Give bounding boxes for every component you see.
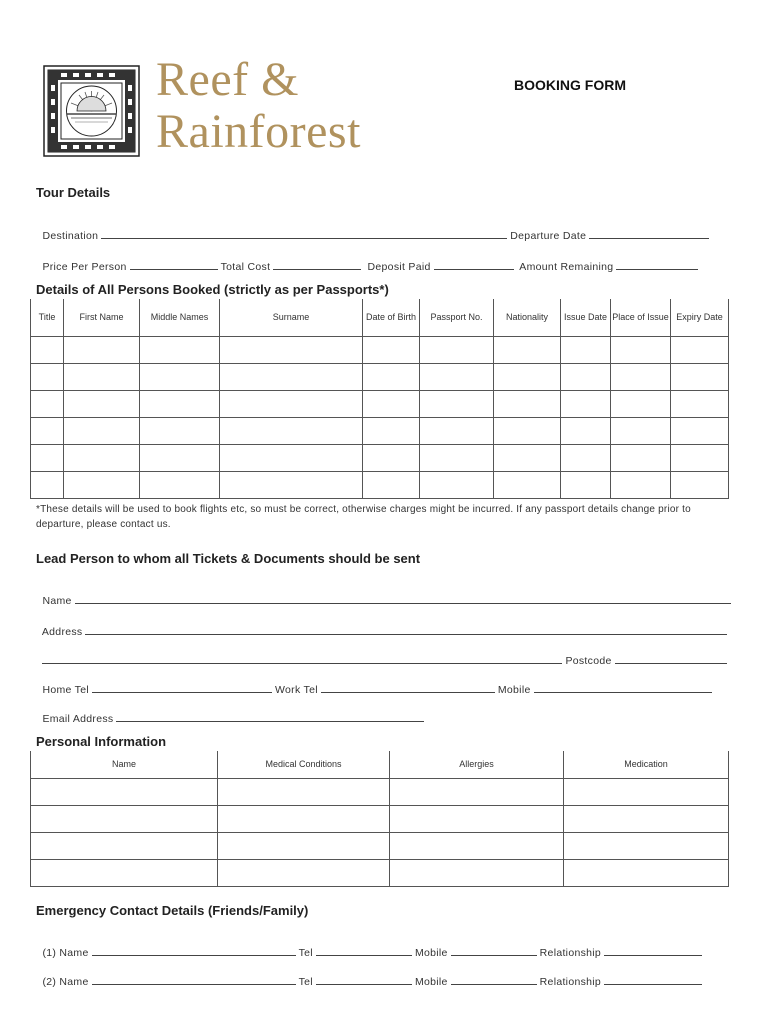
lead-name-row <box>36 580 734 607</box>
persons-cell-issue-date[interactable] <box>561 336 611 363</box>
personal-info-header-name: Name <box>31 751 218 778</box>
persons-header-surname: Surname <box>220 299 363 336</box>
persons-cell-surname[interactable] <box>220 390 363 417</box>
persons-row <box>31 363 729 390</box>
emergency-2-relationship-label: Relationship <box>539 976 602 988</box>
personal-info-header-medication: Medication <box>564 751 729 778</box>
mobile-field[interactable] <box>534 681 712 693</box>
persons-header-issue-date: Issue Date <box>561 299 611 336</box>
emergency-1-mobile-field[interactable] <box>451 944 537 956</box>
personal-info-table <box>30 751 729 887</box>
persons-cell-nationality[interactable] <box>494 444 561 471</box>
emergency-2-name-field[interactable] <box>92 973 296 985</box>
persons-cell-date-of-birth[interactable] <box>363 417 420 444</box>
emergency-1-index: (1) <box>42 947 57 959</box>
personal-info-cell-name[interactable] <box>31 859 218 886</box>
persons-cell-first-name[interactable] <box>64 363 140 390</box>
mobile-label: Mobile <box>497 684 531 696</box>
persons-header-title: Title <box>31 299 64 336</box>
persons-cell-date-of-birth[interactable] <box>363 363 420 390</box>
persons-cell-date-of-birth[interactable] <box>363 471 420 498</box>
emergency-contact-2 <box>36 961 705 988</box>
persons-row <box>31 336 729 363</box>
emergency-contact-1 <box>36 932 705 959</box>
emergency-2-name-label: Name <box>59 976 89 988</box>
persons-cell-passport-no[interactable] <box>420 336 494 363</box>
emergency-1-tel-label: Tel <box>298 947 313 959</box>
lead-address-field[interactable] <box>85 623 727 635</box>
lead-email-row <box>36 698 427 725</box>
personal-info-cell-medical-conditions[interactable] <box>218 805 390 832</box>
persons-cell-passport-no[interactable] <box>420 390 494 417</box>
persons-cell-date-of-birth[interactable] <box>363 390 420 417</box>
persons-cell-issue-date[interactable] <box>561 363 611 390</box>
lead-address-row <box>36 611 730 638</box>
price-per-person-field[interactable] <box>130 258 218 270</box>
persons-cell-place-of-issue[interactable] <box>611 363 671 390</box>
persons-header-passport-no: Passport No. <box>420 299 494 336</box>
persons-cell-surname[interactable] <box>220 417 363 444</box>
persons-cell-issue-date[interactable] <box>561 444 611 471</box>
personal-info-cell-medication[interactable] <box>564 805 729 832</box>
brand-line-1: Reef & <box>156 53 299 106</box>
persons-heading: Details of All Persons Booked (strictly as per Passports*) <box>36 282 389 297</box>
persons-cell-expiry-date[interactable] <box>671 363 729 390</box>
personal-info-cell-name[interactable] <box>31 805 218 832</box>
deposit-paid-field[interactable] <box>434 258 514 270</box>
tour-details-heading: Tour Details <box>36 185 111 200</box>
persons-header-middle-names: Middle Names <box>140 299 220 336</box>
persons-cell-nationality[interactable] <box>494 417 561 444</box>
personal-info-row <box>31 832 729 859</box>
persons-cell-passport-no[interactable] <box>420 363 494 390</box>
personal-info-cell-medical-conditions[interactable] <box>218 832 390 859</box>
persons-header-first-name: First Name <box>64 299 140 336</box>
personal-info-cell-name[interactable] <box>31 778 218 805</box>
persons-cell-place-of-issue[interactable] <box>611 390 671 417</box>
persons-cell-nationality[interactable] <box>494 336 561 363</box>
personal-info-header-medical-conditions: Medical Conditions <box>218 751 390 778</box>
persons-cell-middle-names[interactable] <box>140 417 220 444</box>
emergency-1-relationship-field[interactable] <box>604 944 702 956</box>
emergency-heading: Emergency Contact Details (Friends/Family) <box>36 903 309 918</box>
departure-date-field[interactable] <box>589 227 709 239</box>
persons-cell-place-of-issue[interactable] <box>611 336 671 363</box>
persons-cell-place-of-issue[interactable] <box>611 471 671 498</box>
work-tel-label: Work Tel <box>275 684 318 696</box>
work-tel-field[interactable] <box>321 681 495 693</box>
destination-field[interactable] <box>101 227 507 239</box>
persons-cell-title[interactable] <box>31 336 64 363</box>
persons-cell-passport-no[interactable] <box>420 417 494 444</box>
personal-info-row <box>31 859 729 886</box>
personal-info-cell-allergies[interactable] <box>390 805 564 832</box>
personal-info-cell-allergies[interactable] <box>390 832 564 859</box>
persons-table <box>30 299 729 499</box>
persons-cell-title[interactable] <box>31 444 64 471</box>
emergency-2-relationship-field[interactable] <box>604 973 702 985</box>
persons-cell-nationality[interactable] <box>494 390 561 417</box>
persons-header-expiry-date: Expiry Date <box>671 299 729 336</box>
emergency-2-tel-field[interactable] <box>316 973 412 985</box>
personal-info-header-allergies: Allergies <box>390 751 564 778</box>
persons-cell-first-name[interactable] <box>64 444 140 471</box>
persons-row <box>31 390 729 417</box>
emergency-1-tel-field[interactable] <box>316 944 412 956</box>
personal-info-cell-medical-conditions[interactable] <box>218 778 390 805</box>
email-field[interactable] <box>116 710 424 722</box>
email-label: Email Address <box>42 713 114 725</box>
persons-cell-middle-names[interactable] <box>140 336 220 363</box>
passport-note: *These details will be used to book flights etc, so must be correct, otherwise charges might be incurred. If any passport details change prior to departure, please contact us. <box>36 504 691 530</box>
lead-address-row-2 <box>36 640 730 667</box>
brand-line-2: Rainforest <box>156 105 361 158</box>
amount-remaining-label: Amount Remaining <box>519 261 614 273</box>
emergency-2-tel-label: Tel <box>298 976 313 988</box>
persons-cell-title[interactable] <box>31 390 64 417</box>
persons-cell-nationality[interactable] <box>494 363 561 390</box>
postcode-label: Postcode <box>565 655 612 667</box>
destination-row <box>36 215 712 242</box>
persons-cell-expiry-date[interactable] <box>671 444 729 471</box>
persons-cell-middle-names[interactable] <box>140 471 220 498</box>
postcode-field[interactable] <box>615 652 727 664</box>
personal-info-cell-allergies[interactable] <box>390 859 564 886</box>
lead-name-label: Name <box>42 595 72 607</box>
home-tel-field[interactable] <box>92 681 272 693</box>
persons-header-place-of-issue: Place of Issue <box>611 299 671 336</box>
persons-cell-expiry-date[interactable] <box>671 336 729 363</box>
emergency-2-mobile-field[interactable] <box>451 973 537 985</box>
form-title: BOOKING FORM <box>514 77 626 93</box>
persons-cell-expiry-date[interactable] <box>671 390 729 417</box>
persons-cell-surname[interactable] <box>220 336 363 363</box>
persons-cell-expiry-date[interactable] <box>671 417 729 444</box>
price-per-person-label: Price Per Person <box>42 261 127 273</box>
persons-cell-first-name[interactable] <box>64 390 140 417</box>
personal-info-cell-medication[interactable] <box>564 778 729 805</box>
persons-cell-first-name[interactable] <box>64 336 140 363</box>
persons-cell-passport-no[interactable] <box>420 444 494 471</box>
persons-cell-middle-names[interactable] <box>140 444 220 471</box>
persons-row <box>31 471 729 498</box>
persons-cell-surname[interactable] <box>220 444 363 471</box>
total-cost-field[interactable] <box>273 258 361 270</box>
personal-info-heading: Personal Information <box>36 734 167 749</box>
persons-cell-expiry-date[interactable] <box>671 471 729 498</box>
lead-address-line-2-field[interactable] <box>42 652 562 664</box>
persons-cell-first-name[interactable] <box>64 471 140 498</box>
lead-address-label: Address <box>41 626 83 638</box>
lead-name-field[interactable] <box>75 592 731 604</box>
emergency-1-relationship-label: Relationship <box>539 947 602 959</box>
lead-person-heading: Lead Person to whom all Tickets & Documents should be sent <box>36 551 421 566</box>
personal-info-cell-medication[interactable] <box>564 832 729 859</box>
personal-info-cell-name[interactable] <box>31 832 218 859</box>
persons-cell-issue-date[interactable] <box>561 390 611 417</box>
emergency-1-name-label: Name <box>59 947 89 959</box>
deposit-paid-label: Deposit Paid <box>367 261 431 273</box>
personal-info-cell-medication[interactable] <box>564 859 729 886</box>
persons-cell-place-of-issue[interactable] <box>611 444 671 471</box>
persons-cell-issue-date[interactable] <box>561 471 611 498</box>
persons-row <box>31 417 729 444</box>
cost-row <box>36 246 701 273</box>
persons-cell-middle-names[interactable] <box>140 363 220 390</box>
logo-emblem <box>43 65 140 157</box>
emergency-2-mobile-label: Mobile <box>414 976 448 988</box>
destination-label: Destination <box>42 230 99 242</box>
lead-phones-row <box>36 669 715 696</box>
persons-cell-place-of-issue[interactable] <box>611 417 671 444</box>
persons-header-nationality: Nationality <box>494 299 561 336</box>
persons-cell-first-name[interactable] <box>64 417 140 444</box>
persons-cell-title[interactable] <box>31 363 64 390</box>
persons-cell-middle-names[interactable] <box>140 390 220 417</box>
persons-cell-passport-no[interactable] <box>420 471 494 498</box>
persons-cell-date-of-birth[interactable] <box>363 444 420 471</box>
brand-logotype <box>156 54 361 158</box>
personal-info-row <box>31 778 729 805</box>
emergency-2-index: (2) <box>42 976 57 988</box>
personal-info-cell-allergies[interactable] <box>390 778 564 805</box>
amount-remaining-field[interactable] <box>616 258 698 270</box>
persons-cell-surname[interactable] <box>220 471 363 498</box>
persons-cell-issue-date[interactable] <box>561 417 611 444</box>
total-cost-label: Total Cost <box>220 261 271 273</box>
departure-date-label: Departure Date <box>510 230 587 242</box>
personal-info-cell-medical-conditions[interactable] <box>218 859 390 886</box>
persons-cell-nationality[interactable] <box>494 471 561 498</box>
persons-row <box>31 444 729 471</box>
persons-cell-surname[interactable] <box>220 363 363 390</box>
persons-cell-title[interactable] <box>31 471 64 498</box>
persons-cell-title[interactable] <box>31 417 64 444</box>
emergency-1-name-field[interactable] <box>92 944 296 956</box>
persons-cell-date-of-birth[interactable] <box>363 336 420 363</box>
emergency-1-mobile-label: Mobile <box>414 947 448 959</box>
persons-header-date-of-birth: Date of Birth <box>363 299 420 336</box>
personal-info-row <box>31 805 729 832</box>
home-tel-label: Home Tel <box>42 684 89 696</box>
